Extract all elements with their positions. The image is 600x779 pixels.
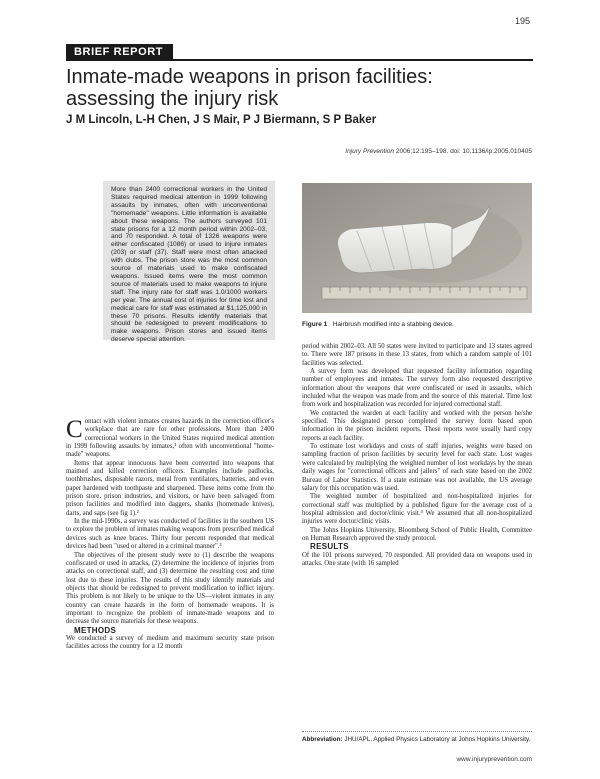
- abstract-box: More than 2400 correctional workers in the United States required medical attention in 1999 following assaults by inmates, often with unconventional "homemade" weapons. Little information is available about these weapons. The authors surveyed 101 state prisons for a 12 month period within 2002–03, and 70 responded. A total of 1326 weapons were either confiscated (1086) or used to injure inmates (203) or staff (37). Staff were most often attacked with clubs. The prison store was the most common source of materials used to make confiscated weapons. Issued items were the most common source of materials used to make weapons to injure staff. The injury rate for staff was 1.0/1000 workers per year. The annual cost of injuries for time lost and medical care for staff was estimated at $1,125,000 in these 70 prisons. Results identify materials that should be redesigned to prevent modifications to make weapons. Prison stores and issued items deserve special attention.: [103, 181, 275, 340]
- body-paragraph: Items that appear innocuous have been converted into weapons that maimed and killed correction officers. Examples include padlocks, toothbrushes, disposable razors, metal from ventilators, batteries, and even paper hardened with toothpaste and sharpened. These items come from the prison store, prison industries, and visitors, or have been salvaged from prison facilities and modified into daggers, shanks (homemade knives), darts, and saps (see fig 1).²: [66, 459, 274, 517]
- body-paragraph: Contact with violent inmates creates hazards in the correction officer's workplace that are rare for other professions. More than 2400 correctional workers in the United States required medical attention in 1999 following assaults by inmates,¹ often with unconventional "home-made" weapons.: [66, 416, 274, 459]
- body-paragraph: The Johns Hopkins University, Bloomberg School of Public Health, Committee on Human Research approved the study protocol.: [302, 526, 532, 542]
- body-paragraph: period within 2002–03. All 50 states were invited to participate and 13 states agreed to. There were 187 prisons in these 13 states, from which a random sample of 101 facilities was selected.: [302, 343, 532, 367]
- section-heading-methods: METHODS: [74, 625, 117, 635]
- section-badge: BRIEF REPORT: [66, 44, 173, 60]
- footnote-divider: [302, 731, 532, 732]
- body-paragraph: We contacted the warden at each facility and worked with the person he/she specified. This designated person completed the survey form based upon information in the prison incident reports. These reports were usually hard copy reports at each facility.: [302, 409, 532, 442]
- citation-details: 2006;12:195–198. doi: 10.1136/ip.2005.010405: [394, 148, 532, 155]
- body-paragraph: A survey form was developed that requested facility information regarding number of employees and inmates. The survey form also requested descriptive information about the weapons that were confiscated or used in assaults, which included what the weapon was made from and the source of this material. Time lost from work and hospitalization was recorded for injured correctional staff.: [302, 368, 532, 409]
- hairbrush-photo-icon: [302, 183, 532, 313]
- figure-caption: [302, 321, 454, 328]
- article-title: Inmate-made weapons in prison facilities: assessing the injury risk: [66, 66, 433, 110]
- body-paragraph: The objectives of the present study were to (1) describe the weapons confiscated or used in attacks, (2) determine the incidence of injuries from attacks on correctional staff, and (3) determine the resulting cost and time lost due to these injuries. The results of this study identify materials and objects that should be redesigned to prevent modification to inflict injury. This problem is not likely to be unique to the US—violent inmates in any country can create hazards in the form of homemade weapons. It is important to recognize the problem of inmate-made weapons and to decrease the source materials for these weapons.: [66, 551, 274, 626]
- journal-name: Injury Prevention: [345, 148, 395, 155]
- body-paragraph: In the mid-1990s, a survey was conducted of facilities in the southern US to explore the problem of inmates making weapons from prescribed medical devices such as knee braces. Thirty four percent responded that medical devices had been "used or altered in a criminal manner".³: [66, 518, 274, 551]
- abbreviation-label: Abbreviation:: [302, 736, 343, 743]
- figure-caption-text: Hairbrush modified into a stabbing device.: [332, 321, 454, 328]
- citation-line: [345, 148, 532, 155]
- section-heading-results: RESULTS: [310, 542, 349, 552]
- abbreviation-text: JHU/APL, Applied Physics Laboratory at Johns Hopkins University.: [342, 736, 531, 743]
- author-list: J M Lincoln, L-H Chen, J S Mair, P J Biermann, S P Baker: [66, 114, 377, 126]
- drop-cap: C: [66, 416, 83, 443]
- header-rule: [66, 59, 533, 61]
- body-paragraph: We conducted a survey of medium and maximum security state prison facilities across the country for a 12 month: [66, 634, 274, 651]
- body-column-left: [66, 418, 274, 652]
- footer-url-link[interactable]: www.injuryprevention.com: [456, 756, 532, 763]
- body-paragraph: To estimate lost workdays and costs of staff injuries, weights were based on sampling fraction of prison facilities by security level for each state. Lost wages were calculated by multiplying the weighted number of lost workdays by the mean daily wages for "correctional officers and jailers" of each state based on the 2002 Bureau of Labor Statistics. If a state estimate was not available, the US average salary for this occupation was used.: [302, 443, 532, 492]
- body-paragraph: The weighted number of hospitalized and non-hospitalized injuries for correctional staff was multiplied by a published figure for the average cost of a hospital admission and doctor/clinic visit.⁴ We assumed that all non-hospitalized injuries were doctor/clinic visits.: [302, 493, 532, 526]
- figure-label: Figure 1: [302, 321, 328, 328]
- body-column-right: [302, 343, 532, 568]
- abbreviation-note: [302, 736, 532, 744]
- hairbrush-figure-image: [302, 183, 532, 313]
- page-number: 195: [514, 16, 530, 26]
- body-paragraph: Of the 101 prisons surveyed, 70 responded. All provided data on weapons used in attacks. One state (with 16 sampled: [302, 551, 532, 567]
